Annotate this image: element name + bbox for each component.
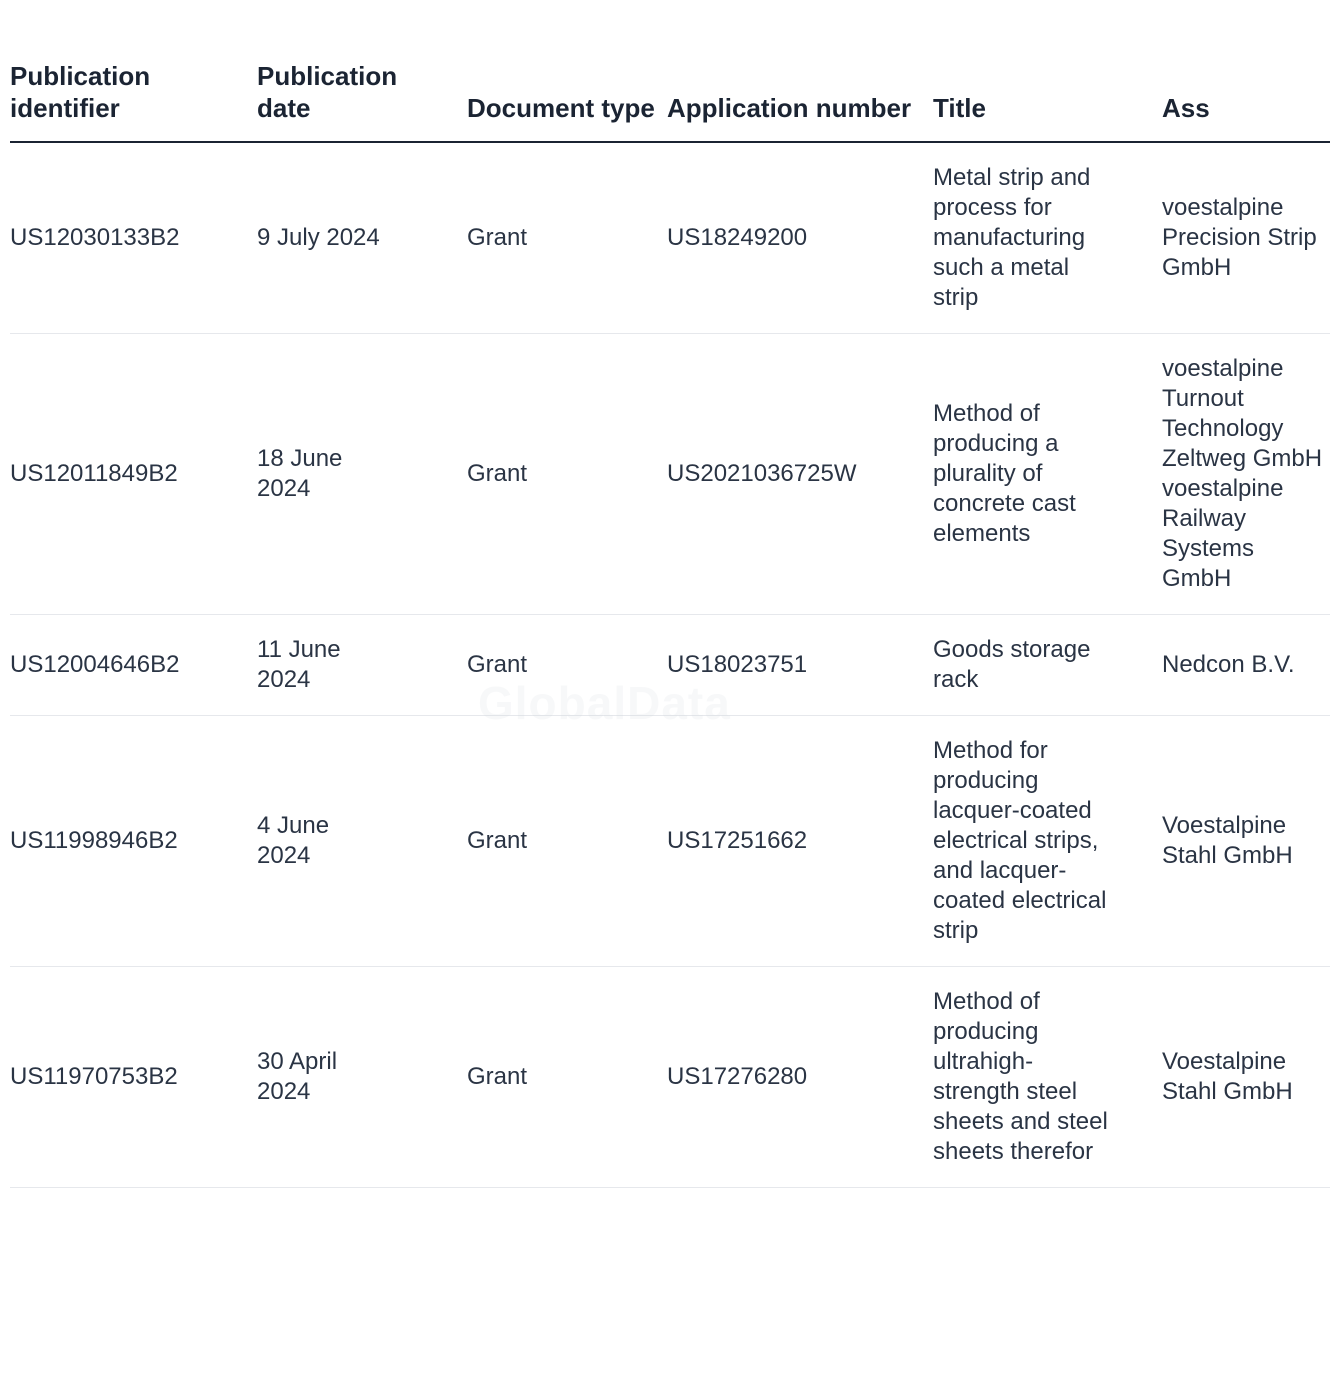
cell-document-type: Grant	[467, 716, 667, 967]
table-row	[10, 142, 1330, 334]
header-row	[10, 0, 1330, 142]
header-publication-identifier[interactable]: Publication identifier	[10, 0, 257, 142]
cell-publication-date: 30 April 2024	[257, 967, 467, 1188]
cell-document-type: Grant	[467, 142, 667, 334]
header-document-type[interactable]: Document type	[467, 0, 667, 142]
cell-assignee: voestalpine Turnout Technology Zeltweg GmbH voestalpine Railway Systems GmbH	[1162, 334, 1330, 615]
cell-application-number: US17251662	[667, 716, 933, 967]
cell-publication-identifier: US12030133B2	[10, 142, 257, 334]
cell-assignee: voestalpine Precision Strip GmbH	[1162, 142, 1330, 334]
header-title[interactable]: Title	[933, 0, 1162, 142]
cell-title: Metal strip and process for manufacturing such a metal strip	[933, 142, 1162, 334]
table-header	[10, 0, 1330, 142]
cell-publication-identifier: US12004646B2	[10, 615, 257, 716]
cell-title: Goods storage rack	[933, 615, 1162, 716]
table-body	[10, 142, 1330, 1188]
table-row	[10, 716, 1330, 967]
cell-application-number: US18023751	[667, 615, 933, 716]
cell-title: Method of producing a plurality of concrete cast elements	[933, 334, 1162, 615]
cell-document-type: Grant	[467, 967, 667, 1188]
cell-publication-date: 11 June 2024	[257, 615, 467, 716]
watermark: GlobalData	[478, 677, 731, 729]
cell-publication-identifier: US11998946B2	[10, 716, 257, 967]
cell-publication-date: 9 July 2024	[257, 142, 467, 334]
cell-assignee: Voestalpine Stahl GmbH	[1162, 716, 1330, 967]
cell-publication-identifier: US12011849B2	[10, 334, 257, 615]
cell-document-type: Grant	[467, 334, 667, 615]
cell-document-type: Grant	[467, 615, 667, 716]
cell-publication-identifier: US11970753B2	[10, 967, 257, 1188]
header-application-number[interactable]: Application number	[667, 0, 933, 142]
cell-application-number: US18249200	[667, 142, 933, 334]
patent-table-container	[10, 0, 1323, 1400]
cell-publication-date: 4 June 2024	[257, 716, 467, 967]
cell-application-number: US17276280	[667, 967, 933, 1188]
cell-assignee: Nedcon B.V.	[1162, 615, 1330, 716]
cell-title: Method for producing lacquer-coated electrical strips, and lacquer-coated electrical strip	[933, 716, 1162, 967]
table-row	[10, 967, 1330, 1188]
cell-assignee: Voestalpine Stahl GmbH	[1162, 967, 1330, 1188]
header-assignee[interactable]: Ass	[1162, 0, 1330, 142]
cell-application-number: US2021036725W	[667, 334, 933, 615]
table-row	[10, 615, 1330, 716]
cell-title: Method of producing ultrahigh-strength steel sheets and steel sheets therefor	[933, 967, 1162, 1188]
header-publication-date[interactable]: Publication date	[257, 0, 467, 142]
patent-table	[10, 0, 1330, 1188]
cell-publication-date: 18 June 2024	[257, 334, 467, 615]
table-row	[10, 334, 1330, 615]
